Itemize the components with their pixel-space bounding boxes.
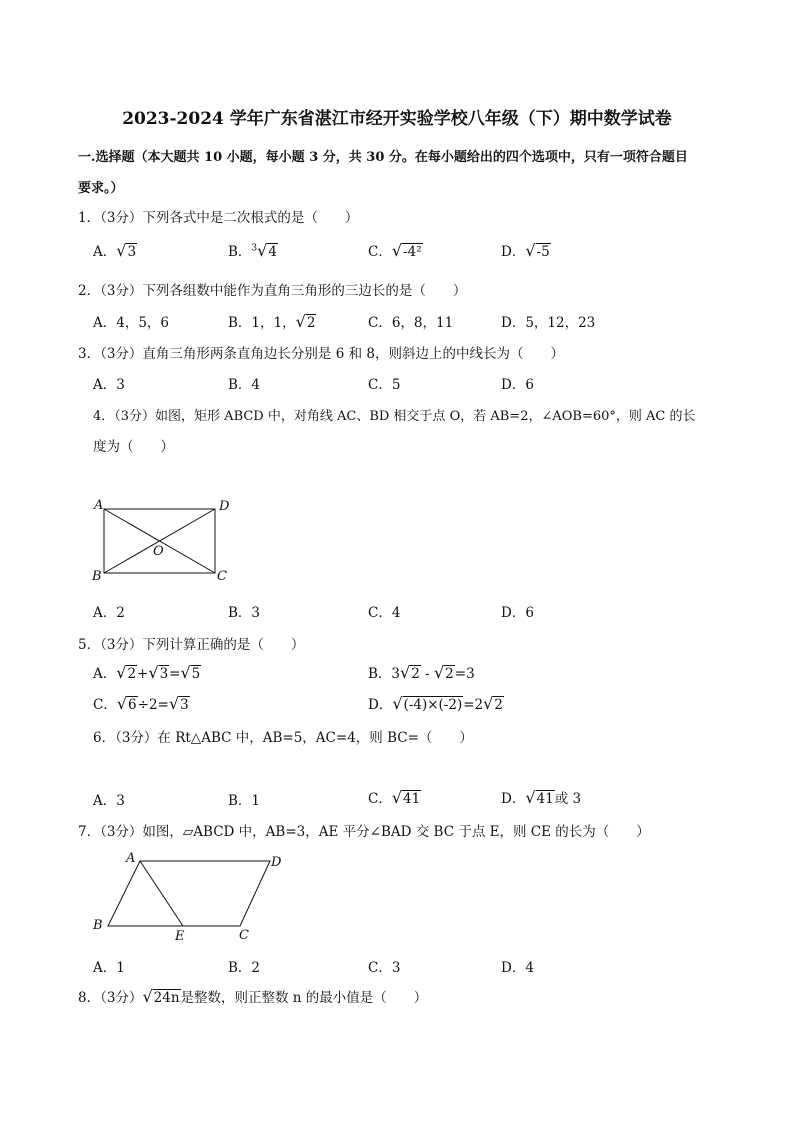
label-e: E bbox=[175, 929, 185, 942]
label-c: C bbox=[217, 569, 227, 584]
parallelogram-abcd bbox=[108, 861, 270, 926]
section-heading-cont: 要求。） bbox=[78, 181, 124, 196]
section-heading: 一.选择题（本大题共 10 小题，每小题 3 分，共 30 分。在每小题给出的四个选项中，只有一项符合题目 bbox=[78, 150, 688, 165]
q2-option-c: C．6，8，11 bbox=[368, 315, 454, 331]
q4-option-d: D．6 bbox=[501, 605, 534, 621]
label-c: C bbox=[239, 928, 249, 942]
q3-option-a: A．3 bbox=[93, 377, 125, 393]
question-1-stem: 1．（3分）下列各式中是二次根式的是（ ） bbox=[78, 210, 359, 226]
question-3-stem: 3．（3分）直角三角形两条直角边长分别是 6 和 8，则斜边上的中线长为（ ） bbox=[78, 346, 564, 362]
q2-option-b: B．1，1，√2 bbox=[228, 312, 316, 331]
q3-option-d: D．6 bbox=[501, 377, 534, 393]
q3-option-c: C．5 bbox=[368, 377, 401, 393]
question-4-stem: 4．（3分）如图，矩形 ABCD 中，对角线 AC、BD 相交于点 O，若 AB=2，∠AOB=60°，则 AC 的长 bbox=[93, 409, 696, 424]
q6-option-d: D．√41或 3 bbox=[501, 788, 582, 807]
q1-option-b: B．$^3$√4 bbox=[228, 241, 277, 260]
q7-option-a: A．1 bbox=[93, 960, 125, 976]
label-d: D bbox=[271, 855, 282, 870]
q3-option-b: B．4 bbox=[228, 377, 261, 393]
q2-option-d: D．5，12，23 bbox=[501, 315, 596, 331]
q7-option-d: D．4 bbox=[501, 960, 534, 976]
q1-option-c: C．√-4² bbox=[368, 241, 422, 260]
exam-title: 2023-2024 学年广东省湛江市经开实验学校八年级（下）期中数学试卷 bbox=[122, 109, 672, 129]
parallelogram-abcd-figure bbox=[88, 848, 288, 942]
rectangle-abcd-figure bbox=[88, 494, 238, 586]
q5-option-b: B．3√2 - √2=3 bbox=[368, 663, 475, 682]
q7-option-c: C．3 bbox=[368, 960, 401, 976]
question-8-stem: 8．（3分）√24n是整数，则正整数 n 的最小值是（ ） bbox=[78, 987, 428, 1006]
q5-option-d: D．√(-4)×(-2)=2√2 bbox=[368, 694, 503, 713]
label-a: A bbox=[94, 498, 104, 513]
label-a: A bbox=[126, 851, 136, 866]
q7-option-b: B．2 bbox=[228, 960, 261, 976]
label-b: B bbox=[93, 918, 103, 933]
question-2-stem: 2．（3分）下列各组数中能作为直角三角形的三边长的是（ ） bbox=[78, 283, 467, 299]
label-b: B bbox=[92, 569, 102, 584]
q1-option-d: D．√-5 bbox=[501, 241, 550, 260]
q5-option-a: A．√2+√3=√5 bbox=[93, 663, 201, 682]
q2-option-a: A．4，5，6 bbox=[93, 315, 170, 331]
q5-option-c: C．√6÷2=√3 bbox=[93, 694, 189, 713]
q1-option-a: A．√3 bbox=[93, 241, 137, 260]
label-d: D bbox=[219, 499, 230, 514]
q6-option-b: B．1 bbox=[228, 793, 261, 809]
q6-option-a: A．3 bbox=[93, 793, 125, 809]
question-4-stem-cont: 度为（ ） bbox=[93, 439, 174, 455]
segment-ae bbox=[140, 861, 183, 926]
label-o: O bbox=[153, 544, 164, 559]
q4-option-c: C．4 bbox=[368, 605, 401, 621]
question-6-stem: 6．（3分）在 Rt△ABC 中，AB=5，AC=4，则 BC=（ ） bbox=[93, 730, 473, 746]
q4-option-a: A．2 bbox=[93, 605, 125, 621]
question-5-stem: 5．（3分）下列计算正确的是（ ） bbox=[78, 637, 305, 653]
q4-option-b: B．3 bbox=[228, 605, 261, 621]
q6-option-c: C．√41 bbox=[368, 788, 421, 807]
question-7-stem: 7．（3分）如图，▱ABCD 中，AB=3，AE 平分∠BAD 交 BC 于点 E，则 CE 的长为（ ） bbox=[78, 824, 650, 840]
